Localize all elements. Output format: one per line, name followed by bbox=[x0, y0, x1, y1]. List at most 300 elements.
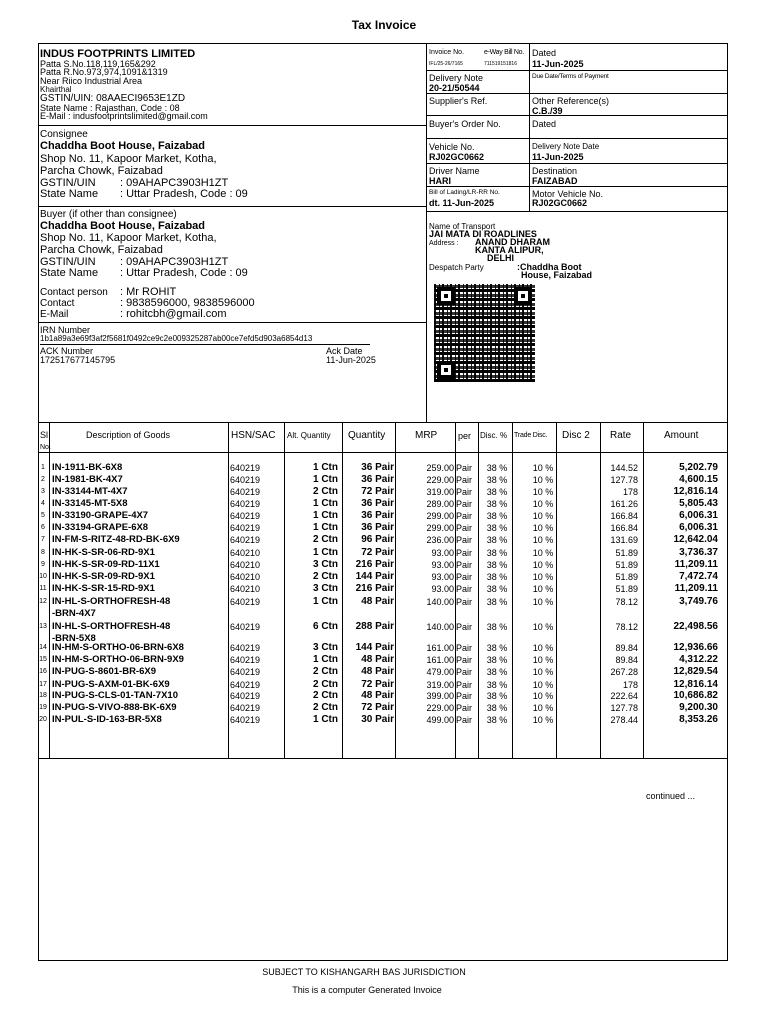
item-sl: 10 bbox=[39, 573, 47, 580]
item-hsn: 640219 bbox=[230, 667, 261, 677]
irn-underline bbox=[40, 344, 370, 345]
item-amount: 6,006.31 bbox=[679, 522, 718, 533]
item-hsn: 640219 bbox=[230, 597, 261, 607]
item-per: Pair bbox=[456, 680, 473, 690]
seller-divider bbox=[38, 125, 426, 126]
header-hsn: HSN/SAC bbox=[231, 430, 276, 441]
bill-of-lading: dt. 11-Jun-2025 bbox=[429, 198, 495, 208]
transport-address-label: Address : bbox=[429, 240, 459, 247]
item-mrp: 319.00 bbox=[426, 680, 454, 690]
item-amount: 10,686.82 bbox=[673, 690, 718, 701]
ack-date-label: Ack Date bbox=[326, 346, 363, 356]
header-per: per bbox=[458, 431, 472, 441]
item-amount: 8,353.26 bbox=[679, 714, 718, 725]
table-row bbox=[38, 596, 728, 619]
transport-address-line: KANTA ALIPUR, bbox=[475, 245, 544, 255]
item-sl: 17 bbox=[39, 681, 47, 688]
item-alt: 2 Ctn bbox=[313, 534, 338, 545]
bill-of-lading-label: Bill of Lading/LR-RR No. bbox=[429, 189, 500, 196]
meta-line bbox=[426, 138, 727, 139]
item-description: IN-33145-MT-5X8 bbox=[52, 498, 128, 509]
seller-state: State Name : Rajasthan, Code : 08 bbox=[40, 103, 180, 113]
item-mrp: 259.00 bbox=[426, 463, 454, 473]
meta-line bbox=[426, 93, 727, 94]
table-row bbox=[38, 534, 728, 546]
item-hsn: 640219 bbox=[230, 475, 261, 485]
item-mrp: 299.00 bbox=[426, 523, 454, 533]
item-mrp: 499.00 bbox=[426, 715, 454, 725]
item-qty: 72 Pair bbox=[361, 702, 394, 713]
item-trade: 10 % bbox=[532, 487, 554, 497]
item-trade: 10 % bbox=[532, 643, 554, 653]
despatch-party-line: House, Faizabad bbox=[521, 270, 593, 280]
item-per: Pair bbox=[456, 715, 473, 725]
item-per: Pair bbox=[456, 703, 473, 713]
item-description: IN-33194-GRAPE-6X8 bbox=[52, 522, 149, 533]
buyer-email: : rohitcbh@gmail.com bbox=[120, 308, 227, 320]
item-description: IN-PUG-S-CLS-01-TAN-7X10 bbox=[52, 690, 178, 701]
buyer-state-label: State Name bbox=[40, 267, 99, 279]
destination-label: Destination bbox=[532, 166, 578, 176]
seller-email: E-Mail : indusfootprintslimited@gmail.com bbox=[40, 111, 208, 121]
item-sl: 1 bbox=[41, 464, 45, 471]
dated-label: Dated bbox=[532, 48, 557, 58]
ack-number-label: ACK Number bbox=[40, 346, 94, 356]
item-per: Pair bbox=[456, 548, 473, 558]
item-hsn: 640219 bbox=[230, 487, 261, 497]
item-mrp: 399.00 bbox=[426, 691, 454, 701]
header-disc2: Disc 2 bbox=[562, 430, 590, 441]
item-amount: 12,816.14 bbox=[673, 486, 718, 497]
header-description: Description of Goods bbox=[86, 430, 171, 440]
eway-bill-no: 711519151816 bbox=[484, 61, 517, 67]
item-hsn: 640210 bbox=[230, 572, 261, 582]
item-description: IN-33190-GRAPE-4X7 bbox=[52, 510, 149, 521]
item-qty: 48 Pair bbox=[361, 654, 394, 665]
item-mrp: 93.00 bbox=[431, 560, 454, 570]
item-per: Pair bbox=[456, 523, 473, 533]
table-row bbox=[38, 474, 728, 486]
seller-address-line: Khairthal bbox=[40, 85, 72, 94]
item-hsn: 640219 bbox=[230, 622, 261, 632]
meta-line bbox=[426, 186, 727, 187]
table-row bbox=[38, 690, 728, 702]
delivery-note-date: 11-Jun-2025 bbox=[532, 152, 584, 162]
item-disc: 38 % bbox=[486, 463, 508, 473]
item-description: IN-HM-S-ORTHO-06-BRN-9X9 bbox=[52, 654, 184, 665]
item-rate: 51.89 bbox=[615, 560, 638, 570]
item-sl: 11 bbox=[39, 585, 47, 592]
item-hsn: 640219 bbox=[230, 535, 261, 545]
invoice-no-label: Invoice No. bbox=[429, 49, 465, 56]
item-trade: 10 % bbox=[532, 622, 554, 632]
item-per: Pair bbox=[456, 691, 473, 701]
item-hsn: 640219 bbox=[230, 691, 261, 701]
item-per: Pair bbox=[456, 643, 473, 653]
item-alt: 1 Ctn bbox=[313, 462, 338, 473]
header-alt-quantity: Alt. Quantity bbox=[287, 431, 331, 440]
table-row bbox=[38, 666, 728, 678]
item-rate: 89.84 bbox=[615, 655, 638, 665]
buyer-state: : Uttar Pradesh, Code : 09 bbox=[120, 267, 248, 279]
item-rate: 222.64 bbox=[610, 691, 638, 701]
item-per: Pair bbox=[456, 463, 473, 473]
item-disc: 38 % bbox=[486, 572, 508, 582]
buyer-name: Chaddha Boot House, Faizabad bbox=[40, 220, 206, 232]
item-trade: 10 % bbox=[532, 548, 554, 558]
item-amount: 12,642.04 bbox=[673, 534, 718, 545]
seller-gstin: GSTIN/UIN: 08AAECI9653E1ZD bbox=[40, 93, 186, 104]
item-description: IN-HL-S-ORTHOFRESH-48 bbox=[52, 596, 171, 607]
item-qty: 48 Pair bbox=[361, 690, 394, 701]
item-rate: 89.84 bbox=[615, 643, 638, 653]
item-sl: 15 bbox=[39, 656, 47, 663]
item-mrp: 299.00 bbox=[426, 511, 454, 521]
item-sl: 3 bbox=[41, 488, 45, 495]
delivery-note: 20-21/50544 bbox=[429, 83, 480, 93]
computer-generated-note: This is a computer Generated Invoice bbox=[292, 985, 442, 995]
item-disc: 38 % bbox=[486, 715, 508, 725]
buyer-email-label: E-Mail bbox=[40, 309, 69, 320]
item-trade: 10 % bbox=[532, 667, 554, 677]
item-sl: 16 bbox=[39, 668, 47, 675]
seller-address-line: Near Riico Industrial Area bbox=[40, 76, 143, 86]
meta-line bbox=[426, 163, 727, 164]
item-amount: 5,202.79 bbox=[679, 462, 718, 473]
motor-vehicle-label: Motor Vehicle No. bbox=[532, 189, 604, 199]
item-mrp: 229.00 bbox=[426, 475, 454, 485]
item-hsn: 640219 bbox=[230, 643, 261, 653]
item-amount: 12,936.66 bbox=[673, 642, 718, 653]
item-hsn: 640210 bbox=[230, 560, 261, 570]
item-qty: 72 Pair bbox=[361, 486, 394, 497]
item-alt: 1 Ctn bbox=[313, 474, 338, 485]
item-rate: 51.89 bbox=[615, 584, 638, 594]
item-trade: 10 % bbox=[532, 523, 554, 533]
other-ref-label: Other Reference(s) bbox=[532, 96, 610, 106]
item-rate: 127.78 bbox=[610, 703, 638, 713]
item-alt: 1 Ctn bbox=[313, 547, 338, 558]
motor-vehicle-no: RJ02GC0662 bbox=[532, 198, 588, 208]
item-alt: 2 Ctn bbox=[313, 486, 338, 497]
buyer-label: Buyer (if other than consignee) bbox=[40, 209, 177, 220]
consignee-label: Consignee bbox=[40, 129, 88, 140]
item-description: IN-HK-S-SR-09-RD-11X1 bbox=[52, 559, 160, 570]
consignee-address-line: Parcha Chowk, Faizabad bbox=[40, 165, 163, 177]
item-sl: 14 bbox=[39, 644, 47, 651]
invoice-date: 11-Jun-2025 bbox=[532, 59, 584, 69]
item-qty: 216 Pair bbox=[355, 583, 394, 594]
invoice-no: IFL/25-26/7165 bbox=[429, 61, 463, 67]
item-description: IN-1981-BK-4X7 bbox=[52, 474, 123, 485]
frame-bottom bbox=[38, 960, 728, 961]
item-alt: 2 Ctn bbox=[313, 702, 338, 713]
item-sl: 19 bbox=[39, 704, 47, 711]
item-mrp: 479.00 bbox=[426, 667, 454, 677]
item-alt: 3 Ctn bbox=[313, 642, 338, 653]
item-trade: 10 % bbox=[532, 572, 554, 582]
item-hsn: 640219 bbox=[230, 523, 261, 533]
item-qty: 72 Pair bbox=[361, 547, 394, 558]
consignee-gstin: : 09AHAPC3903H1ZT bbox=[120, 177, 229, 189]
consignee-state-label: State Name bbox=[40, 188, 99, 200]
item-qty: 144 Pair bbox=[355, 642, 394, 653]
item-mrp: 93.00 bbox=[431, 572, 454, 582]
item-hsn: 640219 bbox=[230, 511, 261, 521]
item-alt: 2 Ctn bbox=[313, 571, 338, 582]
item-alt: 1 Ctn bbox=[313, 522, 338, 533]
table-row bbox=[38, 510, 728, 522]
item-description: IN-HK-S-SR-09-RD-9X1 bbox=[52, 571, 155, 582]
item-alt: 3 Ctn bbox=[313, 559, 338, 570]
header-sl: Sl bbox=[40, 430, 49, 440]
buyer-address-line: Parcha Chowk, Faizabad bbox=[40, 244, 163, 256]
item-disc: 38 % bbox=[486, 511, 508, 521]
item-amount: 5,805.43 bbox=[679, 498, 718, 509]
item-hsn: 640219 bbox=[230, 499, 261, 509]
item-alt: 2 Ctn bbox=[313, 666, 338, 677]
item-trade: 10 % bbox=[532, 715, 554, 725]
item-rate: 78.12 bbox=[615, 597, 638, 607]
item-hsn: 640219 bbox=[230, 715, 261, 725]
item-mrp: 319.00 bbox=[426, 487, 454, 497]
item-qty: 30 Pair bbox=[361, 714, 394, 725]
ack-date: 11-Jun-2025 bbox=[326, 355, 376, 365]
item-amount: 12,829.54 bbox=[673, 666, 718, 677]
item-sl: 4 bbox=[41, 500, 45, 507]
buyer-gstin: : 09AHAPC3903H1ZT bbox=[120, 256, 229, 268]
item-disc: 38 % bbox=[486, 475, 508, 485]
item-disc: 38 % bbox=[486, 667, 508, 677]
payment-terms-label: Due Date/Terms of Payment bbox=[532, 73, 609, 80]
despatch-party-label: Despatch Party bbox=[429, 263, 484, 272]
item-sl: 20 bbox=[39, 716, 47, 723]
item-qty: 216 Pair bbox=[355, 559, 394, 570]
consignee-state: : Uttar Pradesh, Code : 09 bbox=[120, 188, 248, 200]
item-alt: 2 Ctn bbox=[313, 679, 338, 690]
item-amount: 22,498.56 bbox=[673, 621, 718, 632]
item-sl: 2 bbox=[41, 476, 45, 483]
item-sl: 5 bbox=[41, 512, 45, 519]
item-trade: 10 % bbox=[532, 511, 554, 521]
item-description: IN-PUL-S-ID-163-BR-5X8 bbox=[52, 714, 162, 725]
delivery-note-date-label: Delivery Note Date bbox=[532, 142, 600, 151]
item-description: IN-PUG-S-VIVO-888-BK-6X9 bbox=[52, 702, 177, 713]
transport-name: JAI MATA DI ROADLINES bbox=[429, 229, 537, 239]
item-per: Pair bbox=[456, 535, 473, 545]
frame-top bbox=[38, 43, 728, 44]
item-alt: 1 Ctn bbox=[313, 654, 338, 665]
driver-name: HARI bbox=[429, 176, 451, 186]
item-alt: 1 Ctn bbox=[313, 596, 338, 607]
table-row bbox=[38, 654, 728, 666]
item-rate: 161.26 bbox=[610, 499, 638, 509]
item-rate: 131.69 bbox=[610, 535, 638, 545]
header-sl-no: No. bbox=[40, 444, 51, 451]
item-amount: 11,209.11 bbox=[674, 583, 718, 594]
item-qty: 36 Pair bbox=[361, 462, 394, 473]
header-rate: Rate bbox=[610, 430, 632, 441]
item-rate: 78.12 bbox=[615, 622, 638, 632]
table-row bbox=[38, 522, 728, 534]
item-trade: 10 % bbox=[532, 703, 554, 713]
item-trade: 10 % bbox=[532, 680, 554, 690]
table-row bbox=[38, 583, 728, 595]
header-divider bbox=[426, 43, 427, 422]
meta-line bbox=[426, 115, 727, 116]
seller-address-line: Patta R.No.973,974,1091&1319 bbox=[40, 67, 168, 77]
item-rate: 51.89 bbox=[615, 548, 638, 558]
item-disc: 38 % bbox=[486, 523, 508, 533]
header-trade-disc: Trade Disc. bbox=[514, 432, 548, 439]
eway-bill-label: e-Way Bill No. bbox=[484, 49, 524, 56]
item-per: Pair bbox=[456, 572, 473, 582]
item-hsn: 640210 bbox=[230, 584, 261, 594]
contact-person: : Mr ROHIT bbox=[120, 286, 177, 298]
item-amount: 4,600.15 bbox=[679, 474, 718, 485]
item-rate: 127.78 bbox=[610, 475, 638, 485]
item-sl: 6 bbox=[41, 524, 45, 531]
ack-number: 172517677145795 bbox=[40, 355, 116, 365]
item-disc: 38 % bbox=[486, 597, 508, 607]
item-amount: 9,200.30 bbox=[679, 702, 718, 713]
item-alt: 3 Ctn bbox=[313, 583, 338, 594]
header-mrp: MRP bbox=[415, 430, 438, 441]
item-per: Pair bbox=[456, 487, 473, 497]
table-row bbox=[38, 621, 728, 644]
qr-code-image bbox=[434, 284, 535, 382]
contact-label: Contact bbox=[40, 298, 75, 309]
item-per: Pair bbox=[456, 667, 473, 677]
item-disc: 38 % bbox=[486, 535, 508, 545]
item-per: Pair bbox=[456, 597, 473, 607]
item-disc: 38 % bbox=[486, 691, 508, 701]
item-amount: 6,006.31 bbox=[679, 510, 718, 521]
item-amount: 11,209.11 bbox=[674, 559, 718, 570]
item-qty: 48 Pair bbox=[361, 596, 394, 607]
item-sl: 8 bbox=[41, 549, 45, 556]
table-row bbox=[38, 462, 728, 474]
table-header-bottom bbox=[38, 452, 728, 453]
destination: FAIZABAD bbox=[532, 176, 578, 186]
item-hsn: 640219 bbox=[230, 680, 261, 690]
item-mrp: 229.00 bbox=[426, 703, 454, 713]
consignee-divider bbox=[38, 206, 426, 207]
driver-name-label: Driver Name bbox=[429, 166, 480, 176]
item-mrp: 93.00 bbox=[431, 548, 454, 558]
item-disc: 38 % bbox=[486, 643, 508, 653]
item-rate: 278.44 bbox=[610, 715, 638, 725]
item-rate: 178 bbox=[622, 680, 638, 690]
item-description: IN-HM-S-ORTHO-06-BRN-6X8 bbox=[52, 642, 184, 653]
item-description-cont: -BRN-5X8 bbox=[52, 633, 96, 644]
item-trade: 10 % bbox=[532, 535, 554, 545]
item-mrp: 236.00 bbox=[426, 535, 454, 545]
table-row bbox=[38, 571, 728, 583]
document-title: Tax Invoice bbox=[351, 18, 417, 32]
continued-note: continued ... bbox=[646, 791, 696, 801]
item-alt: 6 Ctn bbox=[313, 621, 338, 632]
item-rate: 51.89 bbox=[615, 572, 638, 582]
item-per: Pair bbox=[456, 584, 473, 594]
buyer-divider bbox=[38, 322, 426, 323]
item-amount: 7,472.74 bbox=[679, 571, 718, 582]
contact-person-label: Contact person bbox=[40, 287, 108, 298]
item-alt: 1 Ctn bbox=[313, 498, 338, 509]
item-trade: 10 % bbox=[532, 475, 554, 485]
supplier-ref-label: Supplier's Ref. bbox=[429, 96, 488, 106]
item-disc: 38 % bbox=[486, 622, 508, 632]
item-hsn: 640219 bbox=[230, 463, 261, 473]
irn-label: IRN Number bbox=[40, 325, 91, 335]
buyer-gstin-label: GSTIN/UIN bbox=[40, 256, 96, 268]
item-disc: 38 % bbox=[486, 487, 508, 497]
despatch-party-line: :Chaddha Boot bbox=[517, 262, 582, 272]
item-disc: 38 % bbox=[486, 655, 508, 665]
buyer-order-dated-label: Dated bbox=[532, 119, 557, 129]
table-row bbox=[38, 714, 728, 726]
item-qty: 36 Pair bbox=[361, 474, 394, 485]
item-description: IN-PUG-S-8601-BR-6X9 bbox=[52, 666, 156, 677]
consignee-gstin-label: GSTIN/UIN bbox=[40, 177, 96, 189]
item-description: IN-HK-S-SR-06-RD-9X1 bbox=[52, 547, 155, 558]
table-row bbox=[38, 486, 728, 498]
vehicle-no-label: Vehicle No. bbox=[429, 142, 475, 152]
item-sl: 13 bbox=[39, 623, 47, 630]
item-alt: 2 Ctn bbox=[313, 690, 338, 701]
item-disc: 38 % bbox=[486, 548, 508, 558]
item-per: Pair bbox=[456, 475, 473, 485]
item-alt: 1 Ctn bbox=[313, 510, 338, 521]
table-row bbox=[38, 642, 728, 654]
header-disc: Disc. % bbox=[480, 431, 508, 440]
item-description: IN-PUG-S-AXM-01-BK-6X9 bbox=[52, 679, 170, 690]
item-description: IN-HL-S-ORTHOFRESH-48 bbox=[52, 621, 171, 632]
item-hsn: 640219 bbox=[230, 655, 261, 665]
item-trade: 10 % bbox=[532, 655, 554, 665]
item-qty: 48 Pair bbox=[361, 666, 394, 677]
contact-phone: : 9838596000, 9838596000 bbox=[120, 297, 255, 309]
item-mrp: 161.00 bbox=[426, 655, 454, 665]
item-sl: 7 bbox=[41, 536, 45, 543]
header-amount: Amount bbox=[664, 430, 699, 441]
seller-address-line: Patta S.No.118,119,165&292 bbox=[40, 59, 156, 69]
item-rate: 144.52 bbox=[610, 463, 638, 473]
item-disc: 38 % bbox=[486, 560, 508, 570]
item-amount: 4,312.22 bbox=[679, 654, 718, 665]
vehicle-no: RJ02GC0662 bbox=[429, 152, 485, 162]
item-mrp: 93.00 bbox=[431, 584, 454, 594]
item-qty: 36 Pair bbox=[361, 522, 394, 533]
table-row bbox=[38, 547, 728, 559]
item-disc: 38 % bbox=[486, 584, 508, 594]
table-top bbox=[38, 422, 728, 423]
item-mrp: 140.00 bbox=[426, 597, 454, 607]
item-per: Pair bbox=[456, 622, 473, 632]
item-amount: 12,816.14 bbox=[673, 679, 718, 690]
item-mrp: 289.00 bbox=[426, 499, 454, 509]
item-qty: 36 Pair bbox=[361, 510, 394, 521]
item-trade: 10 % bbox=[532, 463, 554, 473]
item-disc: 38 % bbox=[486, 680, 508, 690]
table-row bbox=[38, 702, 728, 714]
item-amount: 3,749.76 bbox=[679, 596, 718, 607]
item-rate: 166.84 bbox=[610, 511, 638, 521]
item-trade: 10 % bbox=[532, 499, 554, 509]
item-sl: 9 bbox=[41, 561, 45, 568]
item-trade: 10 % bbox=[532, 691, 554, 701]
item-description-cont: -BRN-4X7 bbox=[52, 608, 96, 619]
